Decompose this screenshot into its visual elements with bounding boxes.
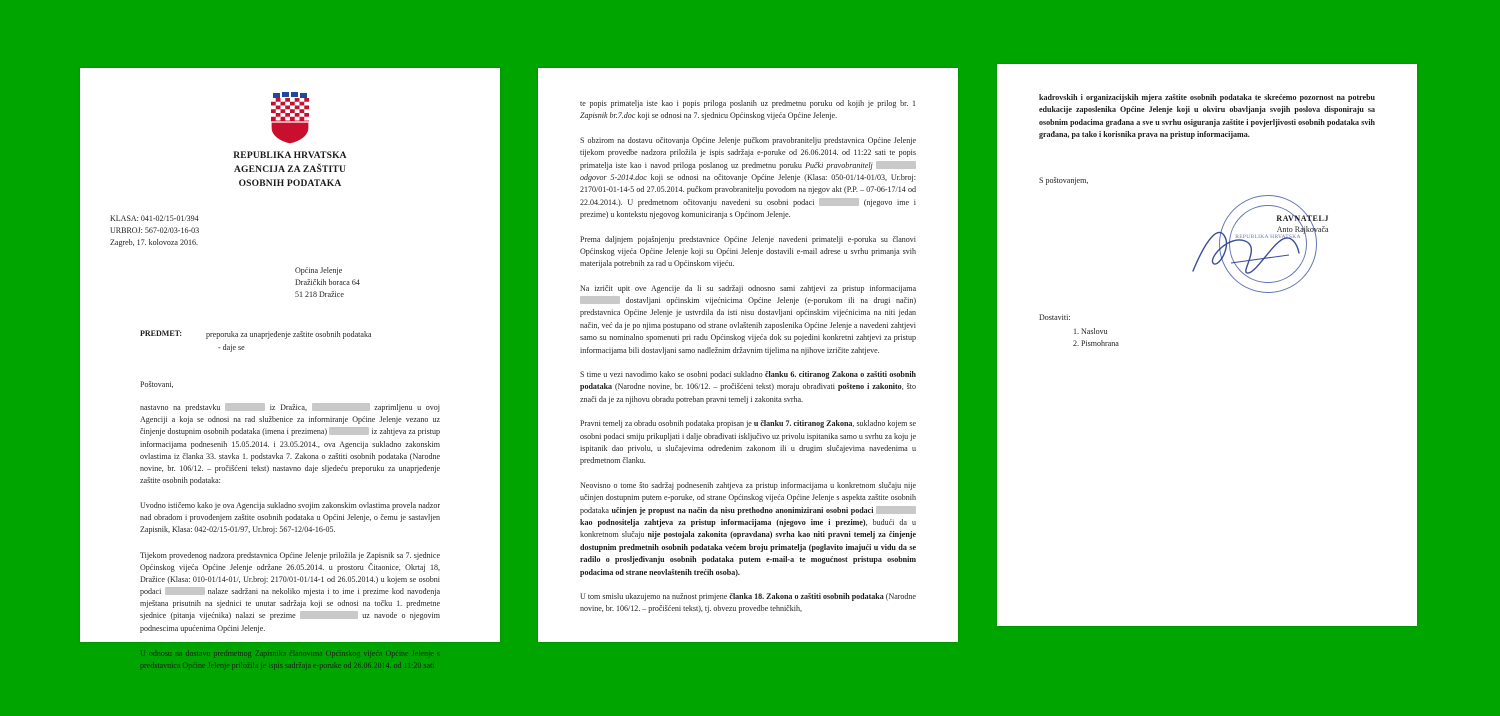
- redaction-bar: [312, 403, 370, 411]
- paragraph: U odnosu na dostavu predmetnog Zapisnika članovima Općinskog vijeća Općine Jelenje s predstavnica Općine Jelenje priložila je ispis sadržaja e-poruke od 26.06.2014. od 11:20 sati: [140, 648, 440, 670]
- addressee-line-3: 51 218 Dražice: [295, 290, 344, 300]
- subject-text: preporuka za unaprjeđenje zaštite osobnih podataka: [206, 330, 372, 340]
- agency-line-1: REPUBLIKA HRVATSKA: [233, 151, 347, 161]
- document-page-3: [997, 64, 1417, 626]
- redaction-bar: [580, 296, 620, 304]
- reference-block: [110, 213, 500, 249]
- addressee-line-1: Općina Jelenje: [295, 266, 343, 276]
- paragraph: Uvodno ističemo kako je ova Agencija sukladno svojim zakonskim ovlastima provela nadzor nad obradom i provođenjem zaštite osobnih podataka u Općini Jelenje, o čemu je sastavljen Zapisnik, Klasa: 042-02/15-01/97, Ur.broj: 567-12/04-16-05.: [140, 501, 440, 535]
- signature-block: [1039, 191, 1375, 287]
- urbroj-line: URBROJ: 567-02/03-16-03: [110, 226, 200, 236]
- redaction-bar: [876, 161, 916, 169]
- letterhead: [80, 68, 500, 191]
- addressee-line-2: Dražičkih boraca 64: [295, 278, 360, 288]
- subject-block: [140, 329, 500, 354]
- croatian-coat-of-arms-icon: [267, 92, 313, 144]
- greeting: Poštovani,: [140, 380, 174, 390]
- place-date-line: Zagreb, 17. kolovoza 2016.: [110, 238, 198, 248]
- delivery-item: 2. Pismohrana: [1081, 338, 1375, 351]
- paragraph: S obzirom na dostavu očitovanja Općine Jelenje pučkom pravobranitelju predstavnica Općine Jelenje tijekom provedbe nadzora priložila je ispis sadržaja e-poruke od 26.06.2014. od 11:22 sati te popis primatelja iste kao i navod priloga poslanog uz predmetnu poruku Pučki pravobranitelj odgovor 5-2014.doc koji se odnosi na očitovanje Općine Jelenje (Klasa: 050-01/14-01/03, Ur.broj: 2170/01-01-14-5 od 27.05.2014. pučkom pravobranitelju povodom na njegov akt (P.P. – 07-06-17/14 od 22.04.2014.). U predmetnom očitovanju navedeni su osobni podaci (njegovo ime i prezime) u kontekstu njegovog komuniciranja s Općinom Jelenje.: [580, 135, 917, 220]
- redaction-bar: [819, 198, 859, 206]
- paragraph: U tom smislu ukazujemo na nužnost primjene članka 18. Zakona o zaštiti osobnih podataka (Narodne novine, br. 106/12. – pročišćeni tekst), tj. obvezu provedbe tehničkih,: [580, 591, 916, 614]
- paragraph: S time u vezi navodimo kako se osobni podaci sukladno članku 6. citiranog Zakona o zaštiti osobnih podataka (Narodne novine, br. 106/12. – pročišćeni tekst) moraju obrađivati pošteno i zakonito, što znači da je za njihovu obradu potreban pravni temelj i zakonita svrha.: [580, 370, 917, 404]
- redaction-bar: [329, 427, 369, 435]
- paragraph: Pravni temelj za obradu osobnih podataka propisan je u članku 7. citiranog Zakona, sukladno kojem se osobni podaci smiju prikupljati i dalje obrađivati isključivo uz privolu ispitanika samo u svrhu za koju je ispitanik dao privolu, u slučajevima određenim zakonom ili u drugim slučajevima navedenima u predmetnom članku.: [580, 419, 917, 466]
- redaction-bar: [165, 587, 205, 595]
- delivery-title: Dostaviti:: [1039, 312, 1071, 322]
- klasa-line: KLASA: 041-02/15-01/394: [110, 214, 199, 224]
- signatory-name: Anto Rajkovača: [1276, 225, 1329, 235]
- delivery-item: 1. Naslovu: [1081, 326, 1375, 339]
- subject-text-2: - daje se: [218, 342, 245, 352]
- paragraph: Tijekom provedenog nadzora predstavnica Općine Jelenje priložila je Zapisnik sa 7. sjednice Općinskog vijeća Općine Jelenje održane 26.05.2014. u prostoru Čitaonice, Okrtaj 18, Dražice (Klasa: 010-01/14-01/, Ur.broj: 2170/01-01/14-1 od 26.05.2014.) u kojem se osobni podaci nalaze sadržani na nekoliko mjesta i to ime i prezime kod navođenja mještana prisutnih na sjednici te unutar sadržaja koji se odnosi na točku 1. predmetne sjednice (pitanja vijećnika) nalazi se prezime uz navode o njegovim podnescima upućenima Općini Jelenje.: [140, 550, 440, 633]
- closing-line: S poštovanjem,: [1039, 175, 1089, 185]
- paragraph: nastavno na predstavku iz Dražica, zaprimljenu u ovoj Agenciji a koja se odnosi na rad službenice za informiranje Općine Jelenje vezano uz činjenje dostupnim osobnih podataka (imena i prezimena) iz zahtjeva za pristup informacijama podnesenih 15.05.2014. i 23.05.2014., ova Agencija sukladno zakonskim ovlastima iz članka 33. stavka 1. podstavka 7. Zakona o zaštiti osobnih podataka (Narodne novine, br. 106/12. – pročišćeni tekst) nastavno daje sljedeću preporuku za unaprjeđenje zaštite osobnih podataka:: [140, 403, 441, 486]
- redaction-bar: [876, 506, 916, 514]
- stamp-text: REPUBLIKA HRVATSKA: [1235, 233, 1301, 240]
- agency-line-3: OSOBNIH PODATAKA: [238, 178, 342, 189]
- subject-label: PREDMET:: [140, 329, 183, 339]
- paragraph: Prema daljnjem pojašnjenju predstavnice Općine Jelenje navedeni primatelji e-poruka su članovi Općinskog vijeća Općine Jelenje koji su Općini Jelenje dostavili e-mail adrese u svrhu primanja svih materijala potrebnih za rad u Općinskom vijeću.: [580, 234, 916, 269]
- addressee-block: [295, 265, 500, 301]
- redaction-bar: [225, 403, 265, 411]
- handwritten-signature: [1185, 219, 1305, 283]
- agency-line-2: AGENCIJA ZA ZAŠTITU: [233, 164, 347, 175]
- redaction-bar: [300, 611, 358, 619]
- paragraph: kadrovskih i organizacijskih mjera zaštite osobnih podataka te skrećemo pozornost na potrebu edukacije zaposlenika Općine Jelenje koji u okviru obavljanja svojih poslova disponiraju sa osobnim podacima građana a sve u svrhu osiguranja zaštite i povjerljivosti osobnih podataka svih građana, pa tako i korisnika prava na pristup informacijama.: [1039, 93, 1375, 140]
- document-page-1: [80, 68, 500, 670]
- delivery-block: [1039, 313, 1375, 352]
- document-page-2: [538, 68, 958, 642]
- paragraph: te popis primatelja iste kao i popis priloga poslanih uz predmetnu poruku od kojih je prilog br. 1 Zapisnik br.7.doc koji se odnosi na 7. sjednicu Općinskog vijeća Općine Jelenje.: [580, 99, 916, 121]
- paragraph: Neovisno o tome što sadržaj podnesenih zahtjeva za pristup informacijama u konkretnom slučaju nije učinjen dostupnim putem e-poruke, od strane Općinskog vijeća Općine Jelenje s aspekta zaštite osobnih podataka učinjen je propust na način da nisu prethodno anonimizirani osobni podaci kao podnositelja zahtjeva za pristup informacijama (njegovo ime i prezime), budući da u konkretnom slučaju nije postojala zakonita (opravdana) svrha kao niti pravni temelj za činjenje dostupnim predmetnih osobnih podataka većem broju primatelja (poglavito imajući u vidu da se radilo o prosljeđivanju osobnih podataka putem e-mail-a te mogućnost pristupa osobnim podacima od strane neovlaštenih trećih osoba).: [580, 480, 917, 577]
- agency-name: [80, 150, 500, 191]
- paragraph: Na izričit upit ove Agencije da li su sadržaji odnosno sami zahtjevi za pristup informacijama dostavljani općinskim vijećnicima Općine Jelenje (e-porukom ili na drugi način) predstavnica Općine Jelenje je ustvrdila da isti nisu dostavljani općinskim vijećnicima na niti jedan način, već da je po njima postupano od strane ovlaštenih zaposlenika Općine Jelenje a navedeni zahtjevi samo su nominalno spomenuti pri radu Općinskog vijeća dok su pojedini konkretni zahtjevi za pristup informacijama bili dostavljani samo nadležnim državnim tijelima na njihove izričite zahtjeve.: [580, 283, 916, 355]
- signatory-title: RAVNATELJ: [1276, 213, 1329, 223]
